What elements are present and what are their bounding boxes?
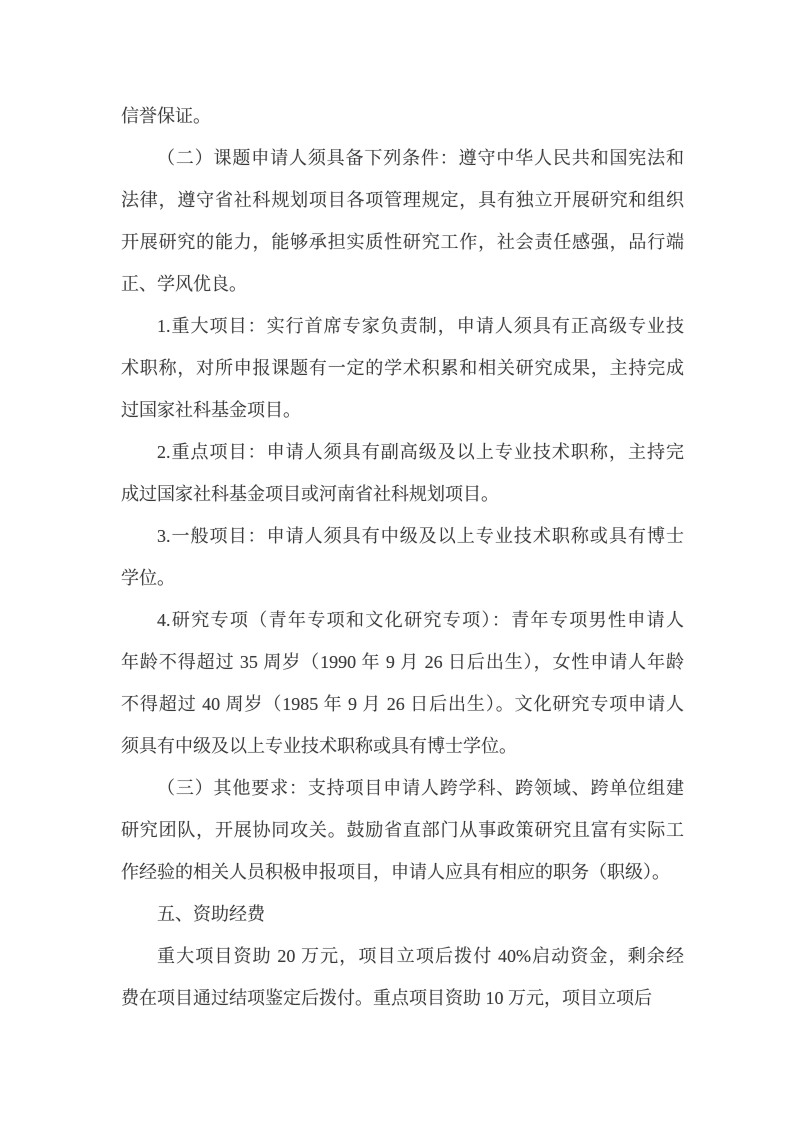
text-line: 2.重点项目：申请人须具有副高级及以上专业技术职称，主持完	[157, 442, 684, 462]
paragraph	[121, 305, 684, 431]
text-line: 过国家社科基金项目。	[121, 400, 301, 420]
text-line: 4.研究专项（青年专项和文化研究专项）：青年专项男性申请人	[157, 610, 684, 630]
text-line: 须具有中级及以上专业技术职称或具有博士学位。	[121, 736, 517, 756]
text-line: 年龄不得超过 35 周岁（1990 年 9 月 26 日后出生），女性申请人年龄	[121, 652, 684, 672]
text-line: 学位。	[121, 568, 175, 588]
text-line: 不得超过 40 周岁（1985 年 9 月 26 日后出生）。文化研究专项申请人	[121, 694, 684, 714]
paragraph	[121, 935, 684, 1019]
document-body	[121, 95, 684, 1019]
section-heading	[121, 893, 684, 935]
paragraph	[121, 767, 684, 893]
text-line: 3.一般项目：申请人须具有中级及以上专业技术职称或具有博士	[157, 526, 684, 546]
text-line: 术职称，对所申报课题有一定的学术积累和相关研究成果，主持完成	[121, 358, 684, 378]
paragraph	[121, 137, 684, 305]
text-line: （三）其他要求：支持项目申请人跨学科、跨领域、跨单位组建	[157, 778, 684, 798]
text-line: 法律，遵守省社科规划项目各项管理规定，具有独立开展研究和组织	[121, 190, 684, 210]
text-line: 信誉保证。	[121, 106, 211, 126]
text-line: 研究团队，开展协同攻关。鼓励省直部门从事政策研究且富有实际工	[121, 820, 684, 840]
paragraph	[121, 599, 684, 767]
paragraph	[121, 515, 684, 599]
text-line: 1.重大项目：实行首席专家负责制，申请人须具有正高级专业技	[157, 316, 684, 336]
paragraph	[121, 95, 684, 137]
text-line: 作经验的相关人员积极申报项目，申请人应具有相应的职务（职级）。	[121, 862, 670, 882]
text-line: 开展研究的能力，能够承担实质性研究工作，社会责任感强，品行端	[121, 232, 684, 252]
paragraph	[121, 431, 684, 515]
text-line: 五、资助经费	[157, 904, 265, 924]
text-line: 成过国家社科基金项目或河南省社科规划项目。	[121, 484, 499, 504]
text-line: 重大项目资助 20 万元，项目立项后拨付 40%启动资金，剩余经	[157, 946, 684, 966]
text-line: （二）课题申请人须具备下列条件：遵守中华人民共和国宪法和	[157, 148, 684, 168]
text-line: 费在项目通过结项鉴定后拨付。重点项目资助 10 万元，项目立项后	[121, 988, 652, 1008]
text-line: 正、学风优良。	[121, 274, 247, 294]
